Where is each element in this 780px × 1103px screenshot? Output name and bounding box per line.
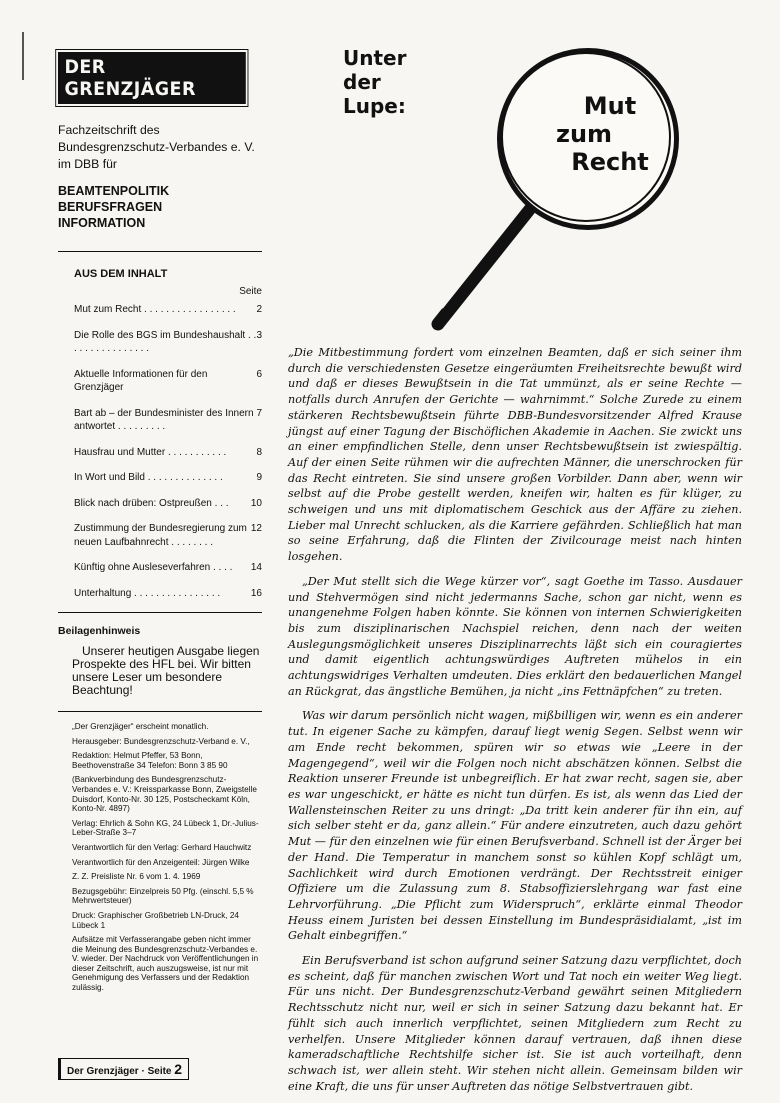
toc-entry[interactable]: 14 Künftig ohne Ausleseverfahren . . . . bbox=[74, 562, 262, 573]
toc-entry[interactable]: 2 Mut zum Recht . . . . . . . . . . . . . . . . . bbox=[74, 304, 262, 315]
imprint-disclaimer: Aufsätze mit Verfasserangabe geben nicht immer die Meinung des Bundesgrenzschutz-Verbandes e. V. wieder. Der Nachdruck von Veröffentlichungen in dieser Zeitschrift, auch auszugsweise, ist nur mit Genehmigung des Verfassers und der Redaktion zulässig. bbox=[72, 935, 259, 993]
imprint-line: Redaktion: Helmut Pfeffer, 53 Bonn, Beethovenstraße 34 Telefon: Bonn 3 85 90 bbox=[72, 751, 228, 770]
toc-title: Bart ab – der Bundesminister des Innern antwortet bbox=[74, 407, 254, 432]
footer-box bbox=[58, 1058, 189, 1080]
topic-item: BERUFSFRAGEN bbox=[58, 200, 163, 214]
toc-title: In Wort und Bild bbox=[74, 472, 145, 483]
imprint-line: Z. Z. Preisliste Nr. 6 vom 1. 4. 1969 bbox=[72, 872, 201, 882]
topic-item: BEAMTENPOLITIK bbox=[58, 184, 170, 198]
imprint-line: Verlag: Ehrlich & Sohn KG, 24 Lübeck 1, Dr.-Julius-Leber-Straße 3–7 bbox=[72, 818, 259, 838]
body-paragraph: Ein Berufsverband ist schon aufgrund seiner Satzung dazu verpflichtet, doch es scheint, daß für manchen zwischen Wort und Tat noch ein weiter Weg liegt. Für uns nicht. Der Bundesgrenzschutz-Verband gewährt seinen Mitgliedern Rechtsschutz nicht nur, weil er sich in seiner Satzung dazu bekannt hat. Er fühlt sich auch innerlich verpflichtet, seinen Mitgliedern zum Recht zu verhelfen. Unsere Mitglieder können darauf vertrauen, daß ihnen diese kameradschaftliche Rechtshilfe sicher ist. Sie ist auch vorteilhaft, denn schwach ist, wer allein steht. Wir stehen nicht allein. Gemeinsam bilden wir eine Kraft, die uns für unser Auftreten das nötige Selbstvertrauen gibt. bbox=[288, 954, 742, 1093]
topic-list bbox=[58, 183, 262, 231]
footer-label: Der Grenzjäger · Seite bbox=[67, 1066, 172, 1077]
toc-entry[interactable]: 12 Zustimmung der Bundesregierung zum neuen Laufbahnrecht . . . . . . . . bbox=[74, 523, 262, 548]
supplement-notice bbox=[58, 625, 262, 697]
body-paragraph: Was wir darum persönlich nicht wagen, mißbilligen wir, wenn es ein anderer tut. In eigener Sache zu kämpfen, darauf liegt wenig Segen. Selbst wenn wir am Ende recht bekommen, spüren wir so etwas wie „Leere in der Magengegend“, weil wir die Folgen noch nicht abschätzen können. Selbst die Reaktion unserer Freunde ist unbegreiflich. Er hat zwar recht, sagen sie, aber es war ungeschickt, er hätte es nicht tun dürfen. Es ist, als wenn das Lied der Wallensteinschen Reiter zu uns dringt: „Da tritt kein anderer für ihn ein, auf sich selber steht er da, ganz allein.“ Für andere einzutreten, auch dazu gehört Mut — für den einzelnen wie für einen Berufsverband. Schnell ist der Ärger bei der Hand. Die Temperatur in manchem sonst so kühlen Kopf schlägt um, Sachlichkeit wird durch Emotionen verdrängt. Der Rechtsstreit einiger Offiziere um die Zulassung zum 8. Stabsoffizierslehrgang war fast eine Lehrvorführung. „Die Pflicht zum Widerspruch“, erklärte einmal Theodor Heuss einem Juristen bei dessen Einstellung im Bundespräsidialamt, „ist im Gehalt einbegriffen.“ bbox=[288, 709, 742, 943]
body-paragraph: „Die Mitbestimmung fordert vom einzelnen Beamten, daß er sich seiner ihm durch die verschiedensten Gesetze eingeräumten Freiheitsrechte bewußt wird und daß er dieses Bewußtsein in die Tat ummünzt, als er seine Rechte — notfalls durch Anrufen der Gerichte — wahrnimmt.“ Solche Zurede zu einem stärkeren Rechtsbewußtsein führte DBB-Bundesvorsitzender Alfred Krause jüngst auf einer Tagung der Bischöflichen Akademie in Aachen. Sie zwickt uns an einer empfindlichen Stelle, denn unser Rechtsbewußtsein ist zwiespältig. Auf der einen Seite rühmen wir die aufrechten Männer, die unerschrocken für das Recht eintreten. Sie sind unsere großen Vorbilder. Dann aber, wenn wir selbst auf die Probe gestellt werden, kneifen wir, halten es für klüger, zu schweigen und uns mit diplomatischem Geschick aus der Affäre zu ziehen. Lieber mal Unrecht schlucken, als die Karriere gefährden. Schließlich hat man so seine Erfahrung, daß die Flinten der Zivilcourage meist nach hinten losgehen. bbox=[288, 346, 742, 564]
imprint-line: Herausgeber: Bundesgrenzschutz-Verband e. V., bbox=[72, 736, 250, 746]
supplement-heading: Beilagenhinweis bbox=[58, 625, 141, 637]
divider bbox=[58, 711, 262, 712]
toc-title: Blick nach drüben: Ostpreußen bbox=[74, 497, 212, 509]
publication-subtitle: Fachzeitschrift des Bundesgrenzschutz-Verbandes e. V. im DBB für bbox=[58, 123, 255, 171]
toc-title: Zustimmung der Bundesregierung zum neuen Laufbahnrecht bbox=[74, 523, 247, 548]
toc-entry[interactable]: 8 Hausfrau und Mutter . . . . . . . . . . . bbox=[74, 446, 262, 458]
toc-title: Künftig ohne Ausleseverfahren bbox=[74, 562, 211, 573]
supplement-text: Unserer heutigen Ausgabe liegen Prospekte des HFL bei. Wir bitten unsere Leser um besondere Beachtung! bbox=[72, 644, 260, 697]
toc-title: Hausfrau und Mutter bbox=[74, 446, 166, 458]
toc-page: 8 bbox=[256, 446, 262, 458]
headline-line: der bbox=[343, 70, 381, 94]
article-title bbox=[550, 92, 670, 176]
section-headline bbox=[343, 46, 406, 118]
imprint-line: Verantwortlich für den Anzeigenteil: Jürgen Wilke bbox=[72, 857, 250, 867]
toc-page: 2 bbox=[256, 304, 262, 315]
body-paragraph: „Der Mut stellt sich die Wege kürzer vor“, sagt Goethe im Tasso. Ausdauer und Stehvermögen sind nicht jedermanns Sache, schon gar nicht, wenn es unangenehme Folgen haben könnte. Sie können von internen Schwierigkeiten bis zum disziplinarischen Nachspiel reichen, denn nach der weiten Auslegungsmöglichkeit unseres Disziplinarrechts läßt sich ein couragiertes und damit eigentlich achtungswürdiges Auftreten mühelos in ein achtungswidriges Verhalten umdeuten. Dies erklärt den bedauerlichen Mangel an Rückgrat, das ängstliche Bemühen, ja nicht „ins Fettnäpfchen“ zu treten. bbox=[288, 574, 742, 698]
toc-page: 10 bbox=[250, 497, 262, 509]
toc-entry[interactable]: 7 Bart ab – der Bundesminister des Innern antwortet . . . . . . . . . bbox=[74, 407, 262, 432]
imprint-line: „Der Grenzjäger“ erscheint monatlich. bbox=[72, 722, 209, 731]
toc-entry[interactable]: 3 Die Rolle des BGS im Bundeshaushalt . . . . . . . . . . . . . . . . bbox=[74, 329, 262, 354]
left-column bbox=[58, 52, 262, 998]
divider bbox=[58, 612, 262, 613]
toc-title: Mut zum Recht bbox=[74, 304, 142, 315]
toc-entry[interactable]: 9 In Wort und Bild . . . . . . . . . . . . . . bbox=[74, 472, 262, 483]
toc-title: Aktuelle Informationen für den Grenzjäger bbox=[74, 368, 208, 393]
page-column-label: Seite bbox=[239, 286, 262, 297]
title-line: Mut bbox=[583, 92, 637, 120]
toc-page: 6 bbox=[256, 368, 262, 380]
article-body bbox=[288, 345, 742, 1103]
title-line: zum bbox=[556, 120, 613, 148]
headline-line: Lupe: bbox=[343, 94, 406, 118]
table-of-contents bbox=[58, 303, 262, 600]
title-line: Recht bbox=[571, 148, 649, 176]
toc-title: Unterhaltung bbox=[74, 587, 132, 599]
toc-title: Die Rolle des BGS im Bundeshaushalt bbox=[74, 329, 246, 341]
topic-item: INFORMATION bbox=[58, 216, 146, 230]
toc-page: 3 bbox=[256, 329, 262, 341]
page-footer bbox=[58, 1058, 189, 1080]
toc-page: 12 bbox=[250, 523, 262, 534]
divider bbox=[58, 251, 262, 252]
toc-page: 7 bbox=[256, 407, 262, 419]
toc-entry[interactable]: 16 Unterhaltung . . . . . . . . . . . . . . . . bbox=[74, 587, 262, 599]
footer-page-number: 2 bbox=[174, 1061, 183, 1077]
imprint-line: (Bankverbindung des Bundesgrenzschutz-Verbandes e. V.: Kreissparkasse Bonn, Zweigstelle Duisdorf, Konto-Nr. 30 125, Postscheckamt Köln, Konto-Nr. 4897) bbox=[72, 775, 257, 814]
toc-page: 14 bbox=[250, 562, 262, 573]
toc-page: 16 bbox=[250, 587, 262, 599]
imprint bbox=[58, 722, 262, 993]
toc-entry[interactable]: 10 Blick nach drüben: Ostpreußen . . . bbox=[74, 497, 262, 509]
scan-edge-mark bbox=[22, 32, 24, 80]
imprint-line: Verantwortlich für den Verlag: Gerhard Hauchwitz bbox=[72, 842, 252, 852]
imprint-line: Druck: Graphischer Großbetrieb LN-Druck, 24 Lübeck 1 bbox=[72, 910, 239, 930]
masthead-logo: DER GRENZJÄGER bbox=[58, 52, 246, 104]
toc-entry[interactable] bbox=[74, 368, 262, 395]
headline-line: Unter bbox=[343, 46, 407, 70]
contents-heading: AUS DEM INHALT bbox=[74, 268, 168, 280]
toc-page: 9 bbox=[256, 472, 262, 483]
imprint-line: Bezugsgebühr: Einzelpreis 50 Pfg. (einschl. 5,5 % Mehrwertsteuer) bbox=[72, 886, 254, 906]
